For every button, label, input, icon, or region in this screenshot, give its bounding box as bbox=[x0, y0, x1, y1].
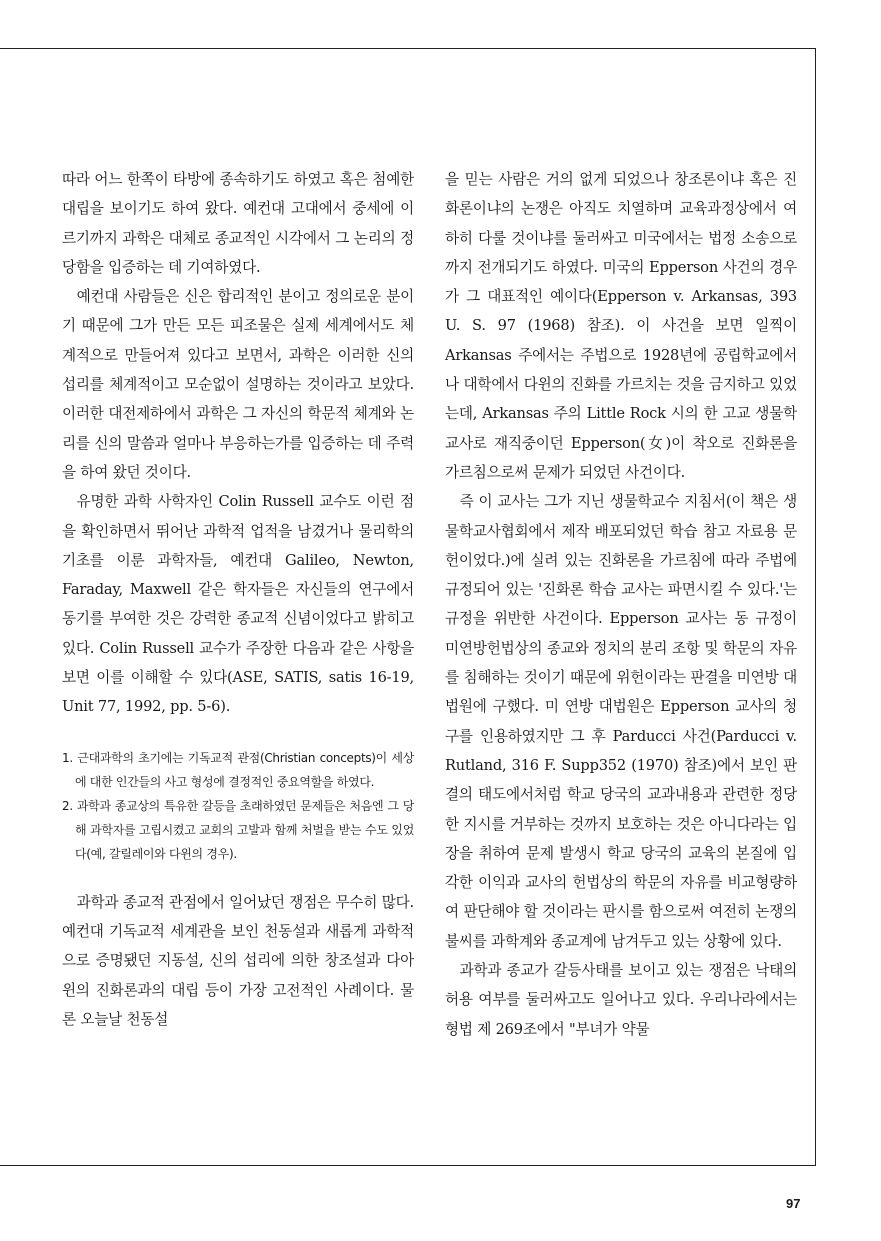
paragraph: 과학과 종교적 관점에서 일어났던 쟁점은 무수히 많다. 예컨대 기독교적 세계관을 보인 천동설과 새롭게 과학적으로 증명됐던 지동설, 신의 섭리에 의한 창조설과 다아윈의 진화론과의 대립 등이 가장 고전적인 사례이다. 물론 오늘날 천동설 bbox=[62, 893, 414, 1028]
note-item: 1. 근대과학의 초기에는 기독교적 관점(Christian concepts)이 세상에 대한 인간들의 사고 형성에 결정적인 중요역할을 하였다. bbox=[62, 750, 414, 789]
paragraph: 을 믿는 사람은 거의 없게 되었으나 창조론이냐 혹은 진화론이냐의 논쟁은 아직도 치열하며 교육과정상에서 여하히 다룰 것이냐를 둘러싸고 미국에서는 법정 소송으로까지 전개되기도 하였다. 미국의 Epperson 사건의 경우가 그 대표적인 예이다(Epperson v. Arkansas, 393 U. S. 97 (1968) 참조). 이 사건을 보면 일찍이 Arkansas 주에서는 주법으로 1928년에 공립학교에서나 대학에서 다윈의 진화를 가르치는 것을 금지하고 있었는데, Arkansas 주의 Little Rock 시의 한 고교 생물학 교사로 재직중이던 Epperson(女)이 착오로 진화론을 가르침으로써 문제가 되었던 사건이다. bbox=[445, 171, 797, 481]
paragraph: 예컨대 사람들은 신은 합리적인 분이고 정의로운 분이기 때문에 그가 만든 모든 피조물은 실제 세계에서도 체계적으로 만들어져 있다고 보면서, 과학은 이러한 신의 섭리를 체계적이고 모순없이 설명하는 것이라고 보았다. 이러한 대전제하에서 과학은 그 자신의 학문적 체계와 논리를 신의 말씀과 얼마나 부응하는가를 입증하는 데 주력을 하여 왔던 것이다. bbox=[62, 288, 414, 481]
bottom-rule bbox=[0, 1165, 816, 1166]
paragraph: 즉 이 교사는 그가 지닌 생물학교수 지침서(이 책은 생물학교사협회에서 제작 배포되었던 학습 참고 자료용 문헌이었다.)에 실려 있는 진화론을 가르침에 따라 주법에 규정되어 있는 '진화론 학습 교사는 파면시킬 수 있다.'는 규정을 위반한 사건이다. Epperson 교사는 동 규정이 미연방헌법상의 종교와 정치의 분리 조항 및 학문의 자유를 침해하는 것이기 때문에 위헌이라는 판결을 미연방 대법원에 구했다. 미 연방 대법원은 Epperson 교사의 청구를 인용하였지만 그 후 Parducci 사건(Parducci v. Rutland, 316 F. Supp352 (1970) 참조)에서 보인 판결의 태도에서처럼 학교 당국의 교과내용과 관련한 정당한 지시를 거부하는 것까지 보호하는 것은 아니다라는 입장을 취하여 문제 발생시 학교 당국의 교육의 본질에 입각한 이익과 교사의 헌법상의 학문의 자유를 비교형량하여 판단해야 할 것이라는 판시를 함으로써 여전히 논쟁의 불씨를 과학계와 종교계에 남겨두고 있는 상황에 있다. bbox=[445, 493, 797, 950]
top-rule bbox=[0, 48, 816, 49]
page-number: 97 bbox=[786, 1196, 801, 1211]
paragraph: 따라 어느 한쪽이 타방에 종속하기도 하였고 혹은 첨예한 대립을 보이기도 하여 왔다. 예컨대 고대에서 중세에 이르기까지 과학은 대체로 종교적인 시각에서 그 논리의 정당함을 입증하는 데 기여하였다. bbox=[62, 171, 414, 276]
left-column bbox=[62, 165, 414, 1034]
paragraph: 유명한 과학 사학자인 Colin Russell 교수도 이런 점을 확인하면서 뛰어난 과학적 업적을 남겼거나 물리학의 기초를 이룬 과학자들, 예컨대 Galileo, Newton, Faraday, Maxwell 같은 학자들은 자신들의 연구에서 동기를 부여한 것은 강력한 종교적 신념이었다고 밝히고 있다. Colin Russell 교수가 주장한 다음과 같은 사항을 보면 이를 이해할 수 있다(ASE, SATIS, satis 16-19, Unit 77, 1992, pp. 5-6). bbox=[62, 493, 414, 716]
numbered-notes bbox=[62, 746, 414, 866]
note-item: 2. 과학과 종교상의 특유한 갈등을 초래하였던 문제들은 처음엔 그 당해 과학자를 고립시켰고 교회의 고발과 함께 처벌을 받는 수도 있었다(예, 갈릴레이와 다윈의 경우). bbox=[62, 798, 414, 861]
paragraph: 과학과 종교가 갈등사태를 보이고 있는 쟁점은 낙태의 허용 여부를 둘러싸고도 일어나고 있다. 우리나라에서는 형법 제 269조에서 "부녀가 약물 bbox=[445, 962, 797, 1038]
right-margin-rule bbox=[815, 48, 816, 1166]
right-column bbox=[445, 165, 797, 1044]
